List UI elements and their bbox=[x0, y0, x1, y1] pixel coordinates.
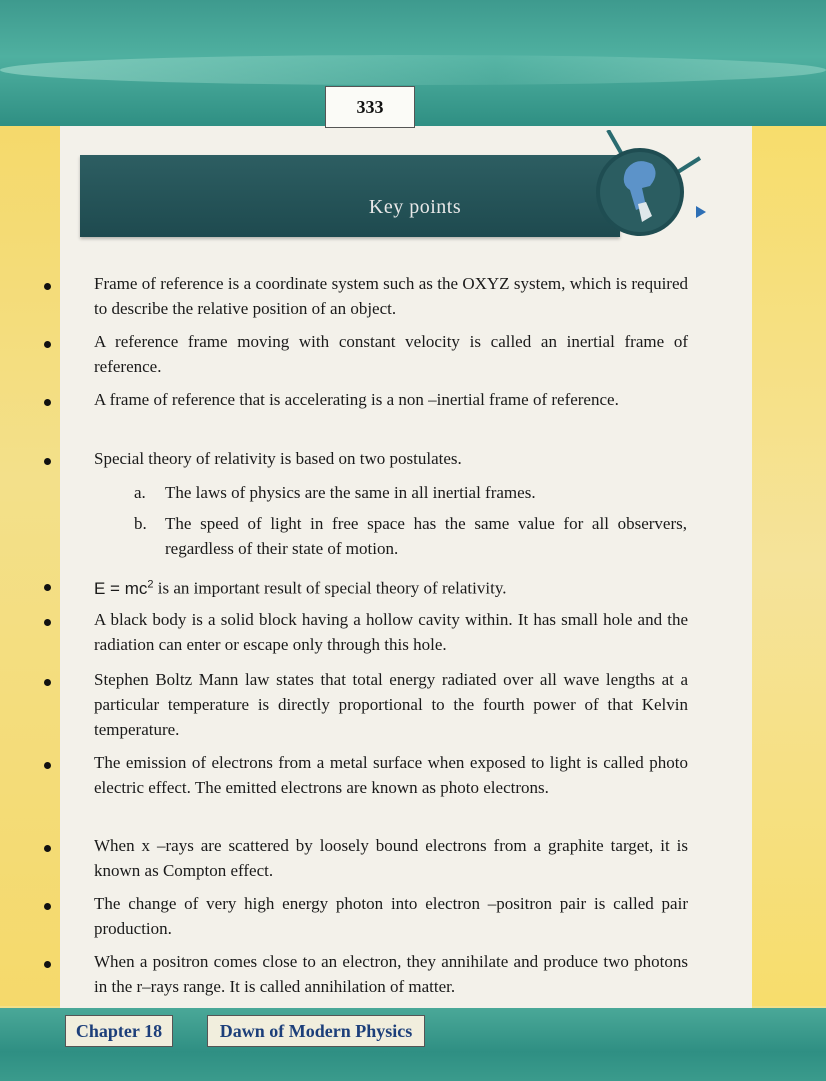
footer-chapter: Chapter 18 bbox=[65, 1015, 173, 1047]
key-point-1: Frame of reference is a coordinate system such as the OXYZ system, which is required to describe the relative position of an object. bbox=[94, 274, 688, 318]
postulate-b: The speed of light in free space has the same value for all observers, regardless of their state of motion. bbox=[165, 514, 687, 558]
bullet-dot bbox=[44, 341, 51, 348]
bullet-dot bbox=[44, 458, 51, 465]
bullet-dot bbox=[44, 399, 51, 406]
key-point-10: The change of very high energy photon into electron –positron pair is called pair production. bbox=[94, 894, 688, 938]
postulate-a: The laws of physics are the same in all inertial frames. bbox=[165, 483, 536, 502]
bullet-dot bbox=[44, 283, 51, 290]
footer-title: Dawn of Modern Physics bbox=[207, 1015, 425, 1047]
key-point-7: Stephen Boltz Mann law states that total energy radiated over all wave lengths at a particular temperature is directly proportional to the fourth power of that Kelvin temperature. bbox=[94, 670, 688, 739]
key-point-8: The emission of electrons from a metal surface when exposed to light is called photo electric effect. The emitted electrons are known as photo electrons. bbox=[94, 753, 688, 797]
bullet-dot bbox=[44, 762, 51, 769]
key-point-3: A frame of reference that is accelerating is a non –inertial frame of reference. bbox=[94, 390, 619, 409]
key-point-4: Special theory of relativity is based on two postulates. bbox=[94, 449, 462, 468]
key-point-5 bbox=[94, 572, 688, 601]
postulate-b-marker: b. bbox=[134, 514, 147, 533]
emc2-formula: $E = mc^2$ bbox=[94, 578, 154, 598]
postulate-a-marker: a. bbox=[134, 483, 146, 502]
key-point-9: When x –rays are scattered by loosely bound electrons from a graphite target, it is known as Compton effect. bbox=[94, 836, 688, 880]
key-point-5-text: is an important result of special theory of relativity. bbox=[157, 578, 507, 598]
key-point-6: A black body is a solid block having a hollow cavity within. It has small hole and the radiation can enter or escape only through this hole. bbox=[94, 610, 688, 654]
page-number: 333 bbox=[325, 86, 415, 128]
key-point-2: A reference frame moving with constant velocity is called an inertial frame of reference. bbox=[94, 332, 688, 376]
bullet-dot bbox=[44, 845, 51, 852]
bullet-dot bbox=[44, 961, 51, 968]
bullet-dot bbox=[44, 903, 51, 910]
bullet-dot bbox=[44, 584, 51, 591]
bullet-dot bbox=[44, 679, 51, 686]
header-title: Key points bbox=[368, 196, 462, 218]
bullet-dot bbox=[44, 619, 51, 626]
key-point-11: When a positron comes close to an electron, they annihilate and produce two photons in the r–rays range. It is called annihilation of matter. bbox=[94, 952, 688, 996]
